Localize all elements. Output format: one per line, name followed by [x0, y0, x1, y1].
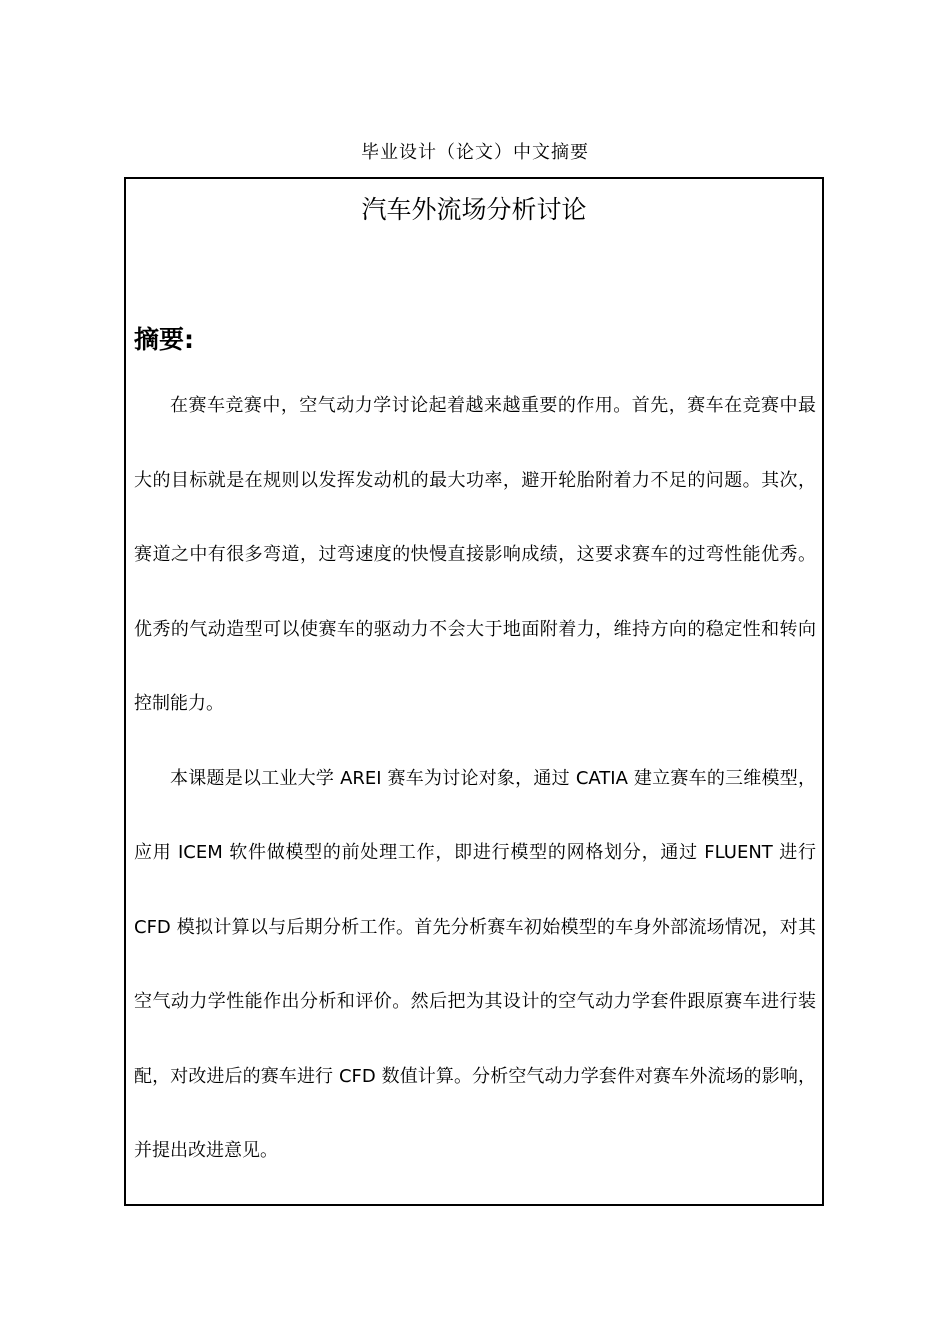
abstract-paragraph-2: 本课题是以工业大学 AREI 赛车为讨论对象，通过 CATIA 建立赛车的三维模型，应用 ICEM 软件做模型的前处理工作，即进行模型的网格划分，通过 FLUENT 进行 CFD 模拟计算以与后期分析工作。首先分析赛车初始模型的车身外部流场情况，对其空气动力学性能作出分析和评价。然后把为其设计的空气动力学套件跟原赛车进行装配，对改进后的赛车进行 CFD 数值计算。分析空气动力学套件对赛车外流场的影响，并提出改进意见。: [134, 767, 816, 1161]
abstract-paragraph-1: 在赛车竞赛中，空气动力学讨论起着越来越重要的作用。首先，赛车在竞赛中最大的目标就是在规则以发挥发动机的最大功率，避开轮胎附着力不足的问题。其次，赛道之中有很多弯道，过弯速度的快慢直接影响成绩，这要求赛车的过弯性能优秀。优秀的气动造型可以使赛车的驱动力不会大于地面附着力，维持方向的稳定性和转向控制能力。: [134, 395, 816, 714]
document-title: 汽车外流场分析讨论: [361, 195, 587, 224]
abstract-heading: 摘要:: [134, 325, 194, 354]
page-header: 毕业设计（论文）中文摘要: [361, 142, 589, 163]
abstract-body: [134, 369, 816, 1189]
